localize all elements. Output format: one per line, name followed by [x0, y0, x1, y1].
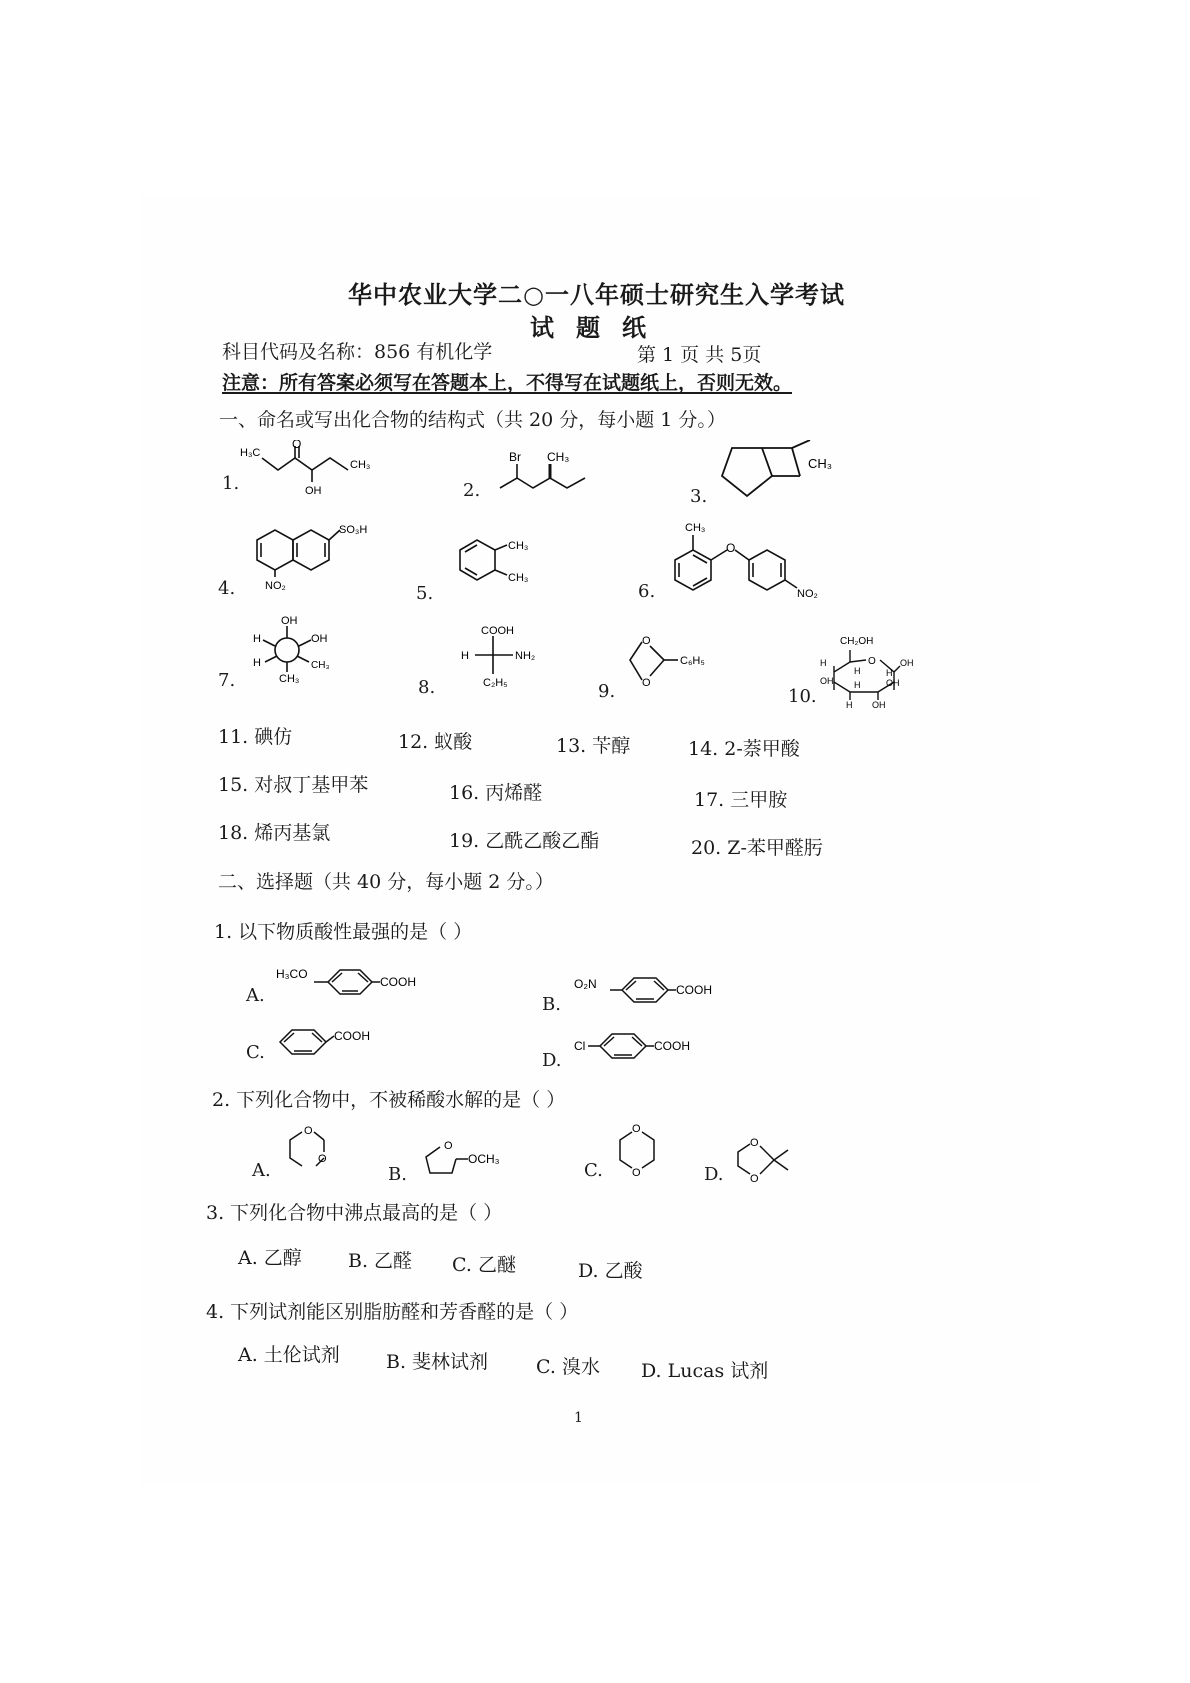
q1-structure-c	[272, 1020, 412, 1070]
exam-title: 华中农业大学二○一八年硕士研究生入学考试	[348, 280, 845, 309]
s1-h3c-label: H₃C	[240, 447, 261, 459]
item-number: 8.	[418, 677, 436, 698]
item-number: 9.	[598, 681, 616, 702]
q2-structure-d	[730, 1132, 810, 1187]
q3-option-d: D. 乙酸	[578, 1260, 643, 1282]
q1-option-a: A.	[246, 985, 265, 1006]
q3-option-c: C. 乙醚	[452, 1254, 516, 1276]
notice-text: 注意：所有答案必须写在答题本上，不得写在试题纸上，否则无效。	[222, 372, 793, 394]
name-item: 19. 乙酰乙酸乙酯	[449, 830, 600, 852]
name-item: 12. 蚁酸	[398, 731, 473, 753]
s10-oh3-label: OH	[886, 678, 900, 688]
s6-o-label: O	[726, 541, 736, 555]
q4-option-b: B. 斐林试剂	[386, 1351, 489, 1373]
s10-oh4-label: OH	[872, 700, 886, 710]
q1b-left-label: O₂N	[574, 977, 597, 991]
s1-o-label: O	[292, 440, 302, 451]
name-item: 11. 碘仿	[218, 726, 293, 748]
s7-oh2-label: OH	[311, 633, 328, 645]
q4-option-d: D. Lucas 试剂	[641, 1360, 769, 1382]
q2-option-c: C.	[584, 1160, 603, 1181]
q3-option-b: B. 乙醛	[348, 1250, 413, 1272]
name-item: 13. 苄醇	[556, 735, 631, 757]
q2c-o2-label: O	[632, 1167, 641, 1179]
subject-line: 科目代码及名称：856 有机化学	[222, 341, 493, 363]
s5-ch3b-label: CH₃	[508, 572, 529, 584]
s10-oh2-label: OH	[820, 676, 834, 686]
q2-option-b: B.	[388, 1164, 407, 1185]
s9-o1-label: O	[642, 635, 651, 647]
q2c-o1-label: O	[632, 1123, 641, 1135]
s9-o2-label: O	[642, 677, 651, 689]
q2-option-a: A.	[252, 1160, 271, 1181]
s10-h4-label: H	[854, 680, 861, 690]
s10-h3-label: H	[886, 668, 893, 678]
s10-o-label: O	[868, 656, 876, 667]
s8-cooh-label: COOH	[481, 625, 514, 637]
q1d-left-label: Cl	[574, 1039, 586, 1053]
item-number: 2.	[463, 480, 481, 501]
structure-2	[495, 448, 615, 508]
s7-h1-label: H	[253, 633, 261, 645]
item-number: 7.	[218, 670, 236, 691]
s1-oh-label: OH	[305, 485, 322, 497]
s4-so3h-label: SO₃H	[339, 524, 368, 536]
q2-structure-a	[280, 1120, 350, 1180]
s4-no2-label: NO₂	[265, 580, 286, 592]
q1d-right-label: COOH	[654, 1039, 690, 1053]
question-2-stem: 2. 下列化合物中，不被稀酸水解的是（ ）	[212, 1089, 566, 1111]
question-3-stem: 3. 下列化合物中沸点最高的是（ ）	[206, 1202, 503, 1224]
item-number: 6.	[638, 581, 656, 602]
structure-8	[455, 622, 555, 692]
question-1-stem: 1. 以下物质酸性最强的是（ ）	[214, 921, 473, 943]
s10-h2-label: H	[854, 666, 861, 676]
question-4-stem: 4. 下列试剂能区别脂肪醛和芳香醛的是（ ）	[206, 1301, 579, 1323]
item-number: 3.	[690, 486, 708, 507]
q1-structure-a	[276, 962, 446, 1012]
s2-br-label: Br	[509, 450, 521, 464]
page-info: 第 1 页 共 5页	[637, 344, 762, 366]
s7-h2-label: H	[253, 657, 261, 669]
s6-no2-label: NO₂	[797, 588, 818, 600]
q4-option-a: A. 土伦试剂	[238, 1344, 340, 1366]
structure-5	[455, 530, 545, 600]
name-item: 14. 2-萘甲酸	[688, 738, 800, 760]
name-item: 15. 对叔丁基甲苯	[218, 774, 369, 796]
q1c-right-label: COOH	[334, 1029, 370, 1043]
page-number: 1	[574, 1410, 583, 1426]
name-item: 18. 烯丙基氯	[218, 822, 331, 844]
exam-subtitle: 试题纸	[530, 313, 668, 342]
q1a-right-label: COOH	[380, 975, 416, 989]
q1a-left-label: H₃CO	[276, 967, 308, 981]
item-number: 4.	[218, 578, 236, 599]
s1-ch3-label: CH₃	[350, 459, 371, 471]
q2a-o1-label: O	[304, 1125, 313, 1137]
structure-4	[245, 515, 375, 595]
name-item: 17. 三甲胺	[694, 789, 788, 811]
q1b-right-label: COOH	[676, 983, 712, 997]
s10-h5-label: H	[846, 700, 853, 710]
structure-3	[710, 440, 860, 515]
s10-oh1-label: OH	[900, 658, 914, 668]
s10-ch2oh-label: CH₂OH	[840, 636, 874, 647]
q1-option-d: D.	[542, 1050, 562, 1071]
q1-structure-b	[574, 970, 744, 1020]
q1-option-c: C.	[246, 1042, 265, 1063]
item-number: 1.	[222, 473, 240, 494]
q3-option-a: A. 乙醇	[238, 1247, 302, 1269]
s3-ch3-label: CH₃	[808, 456, 833, 471]
structure-1	[240, 440, 400, 500]
s8-h-label: H	[461, 650, 469, 662]
q2b-och3-label: OCH₃	[468, 1152, 500, 1166]
s8-c2h5-label: C₂H₅	[483, 677, 508, 689]
structure-9	[620, 630, 730, 695]
s7-oh1-label: OH	[281, 615, 298, 627]
s9-c6h5-label: C₆H₅	[680, 655, 705, 667]
q2d-o1-label: O	[750, 1137, 759, 1149]
s8-nh2-label: NH₂	[515, 650, 536, 662]
item-number: 10.	[788, 686, 817, 707]
s5-ch3a-label: CH₃	[508, 540, 529, 552]
q2b-o-label: O	[444, 1140, 453, 1152]
s7-ch3b-label: CH₃	[279, 673, 300, 685]
structure-10	[820, 630, 930, 710]
q4-option-c: C. 溴水	[536, 1356, 600, 1378]
section1-heading: 一、命名或写出化合物的结构式（共 20 分，每小题 1 分。）	[219, 409, 726, 431]
q2-structure-c	[610, 1118, 670, 1184]
structure-7	[245, 612, 345, 687]
name-item: 20. Z-苯甲醛肟	[691, 837, 823, 859]
q2d-o2-label: O	[750, 1173, 759, 1185]
s7-ch3a-label: CH₃	[311, 660, 330, 671]
q2-structure-b	[416, 1135, 536, 1185]
section2-heading: 二、选择题（共 40 分，每小题 2 分。）	[218, 871, 554, 893]
name-item: 16. 丙烯醛	[449, 782, 543, 804]
structure-6	[665, 515, 855, 610]
s6-ch3-label: CH₃	[685, 522, 706, 534]
q2a-o2-label: O	[318, 1153, 327, 1165]
q1-option-b: B.	[542, 994, 561, 1015]
q1-structure-d	[574, 1024, 724, 1074]
q2-option-d: D.	[704, 1164, 724, 1185]
s10-h1-label: H	[820, 658, 827, 668]
s2-ch3-label: CH₃	[547, 450, 570, 464]
item-number: 5.	[416, 583, 434, 604]
